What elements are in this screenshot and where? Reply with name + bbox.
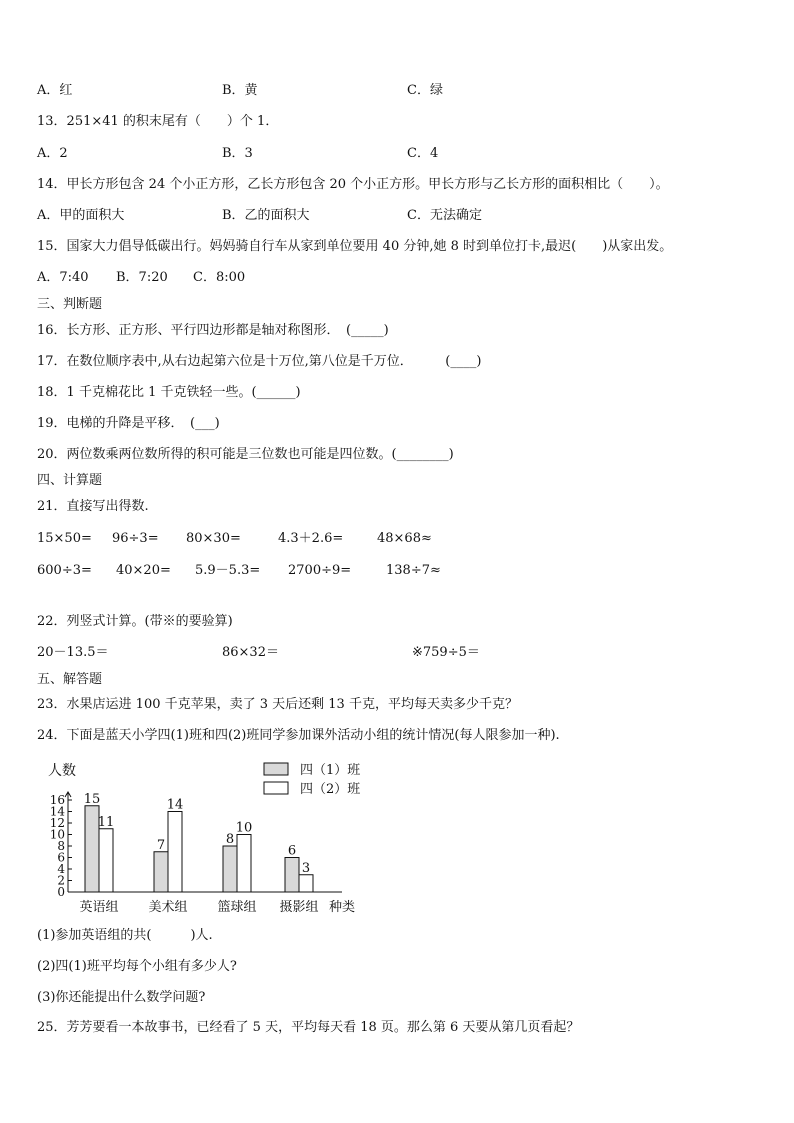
category-label: 摄影组 [279,900,319,915]
x-axis-label: 种类 [328,900,356,915]
q25-text: 25．芳芳要看一本故事书，已经看了 5 天，平均每天看 18 页。那么第 6 天要从第几页看起？ [37,1020,580,1035]
q21-item: 600÷3= [37,563,92,578]
q21-text: 21．直接写出得数. [37,499,149,514]
y-tick-label: 10 [49,827,65,842]
q21-item: 40×20= [116,563,171,578]
q14-option-c: C．无法确定 [407,208,482,223]
bar [223,846,237,892]
legend-label: 四（1）班 [300,763,361,778]
activity-group-bar-chart [30,755,390,920]
q21-item: 5.9－5.3= [195,563,261,578]
section-title-judgement: 三、判断题 [37,297,103,312]
bar-value-label: 15 [83,791,101,807]
q20-text: 20．两位数乘两位数所得的积可能是三位数也可能是四位数。(________) [37,447,454,462]
q12-option-a: A．红 [37,83,73,98]
q14-text: 14．甲长方形包含 24 个小正方形，乙长方形包含 20 个小正方形。甲长方形与乙长方形的面积相比（ ）。 [37,177,669,192]
q15-option-a: A．7:40 [37,270,89,285]
y-tick-label: 4 [57,862,65,876]
q21-item: 48×68≈ [377,531,432,546]
bar [99,829,113,892]
q14-option-b: B．乙的面积大 [222,208,310,223]
legend-swatch [264,782,288,794]
q22-text: 22．列竖式计算。(带※的要验算) [37,614,233,629]
y-tick-label: 0 [57,885,65,899]
legend-swatch [264,763,288,775]
category-label: 美术组 [148,900,188,915]
q24-sub2: (2)四(1)班平均每个小组有多少人? [37,959,237,974]
q24-sub3: (3)你还能提出什么数学问题? [37,990,206,1005]
q12-option-b: B．黄 [222,83,258,98]
bar-value-label: 10 [235,820,253,836]
q15-option-c: C．8:00 [193,270,246,285]
bar-value-label: 8 [225,832,235,847]
category-label: 英语组 [79,900,119,915]
y-tick-label: 12 [49,816,65,830]
section-title-word-problems: 五、解答题 [37,672,103,687]
section-title-calculation: 四、计算题 [37,473,103,488]
q21-item: 15×50= [37,531,92,546]
q21-item: 4.3＋2.6= [278,531,344,546]
q13-option-c: C．4 [407,146,439,161]
bar [168,812,182,893]
q18-text: 18．1 千克棉花比 1 千克铁轻一些。(______) [37,385,301,400]
category-label: 篮球组 [217,900,257,915]
q22-item: 20－13.5＝ [37,645,109,660]
q13-option-a: A．2 [37,146,68,161]
q17-text: 17．在数位顺序表中,从右边起第六位是十万位,第八位是千万位． (____) [37,354,482,369]
bar [285,858,299,893]
q14-option-a: A．甲的面积大 [37,208,125,223]
y-axis-label: 人数 [48,763,76,779]
bar-value-label: 11 [97,814,115,830]
q19-text: 19．电梯的升降是平移． (___) [37,416,220,431]
q21-item: 80×30= [186,531,241,546]
q23-text: 23．水果店运进 100 千克苹果，卖了 3 天后还剩 13 千克，平均每天卖多少千克？ [37,697,518,712]
y-tick-label: 2 [57,873,65,888]
q13-text: 13．251×41 的积末尾有（ ）个 1． [37,114,279,129]
q21-item: 138÷7≈ [386,563,441,578]
y-tick-label: 8 [57,839,65,853]
bar [299,875,313,892]
y-tick-label: 14 [49,804,65,819]
q22-item: 86×32＝ [222,645,279,660]
q12-option-c: C．绿 [407,83,443,98]
q13-option-b: B．3 [222,146,253,161]
q24-text: 24．下面是蓝天小学四(1)班和四(2)班同学参加课外活动小组的统计情况(每人限参加一种). [37,728,560,743]
q16-text: 16．长方形、正方形、平行四边形都是轴对称图形． (_____) [37,323,389,338]
y-tick-label: 16 [49,793,65,807]
bar-value-label: 3 [301,860,311,876]
bar-value-label: 6 [287,843,297,859]
q22-item: ※759÷5＝ [412,645,480,660]
q15-option-b: B．7:20 [116,270,168,285]
y-tick-label: 6 [57,850,65,865]
legend-label: 四（2）班 [300,782,361,797]
q15-text: 15．国家大力倡导低碳出行。妈妈骑自行车从家到单位要用 40 分钟,她 8 时到单位打卡,最迟( )从家出发。 [37,239,673,254]
bar [154,852,168,892]
bar [237,835,251,893]
q21-item: 96÷3= [112,531,159,546]
bar-value-label: 7 [156,837,166,853]
q24-sub1: (1)参加英语组的共( )人. [37,928,213,943]
q21-item: 2700÷9= [288,563,352,578]
bar-value-label: 14 [166,797,184,813]
